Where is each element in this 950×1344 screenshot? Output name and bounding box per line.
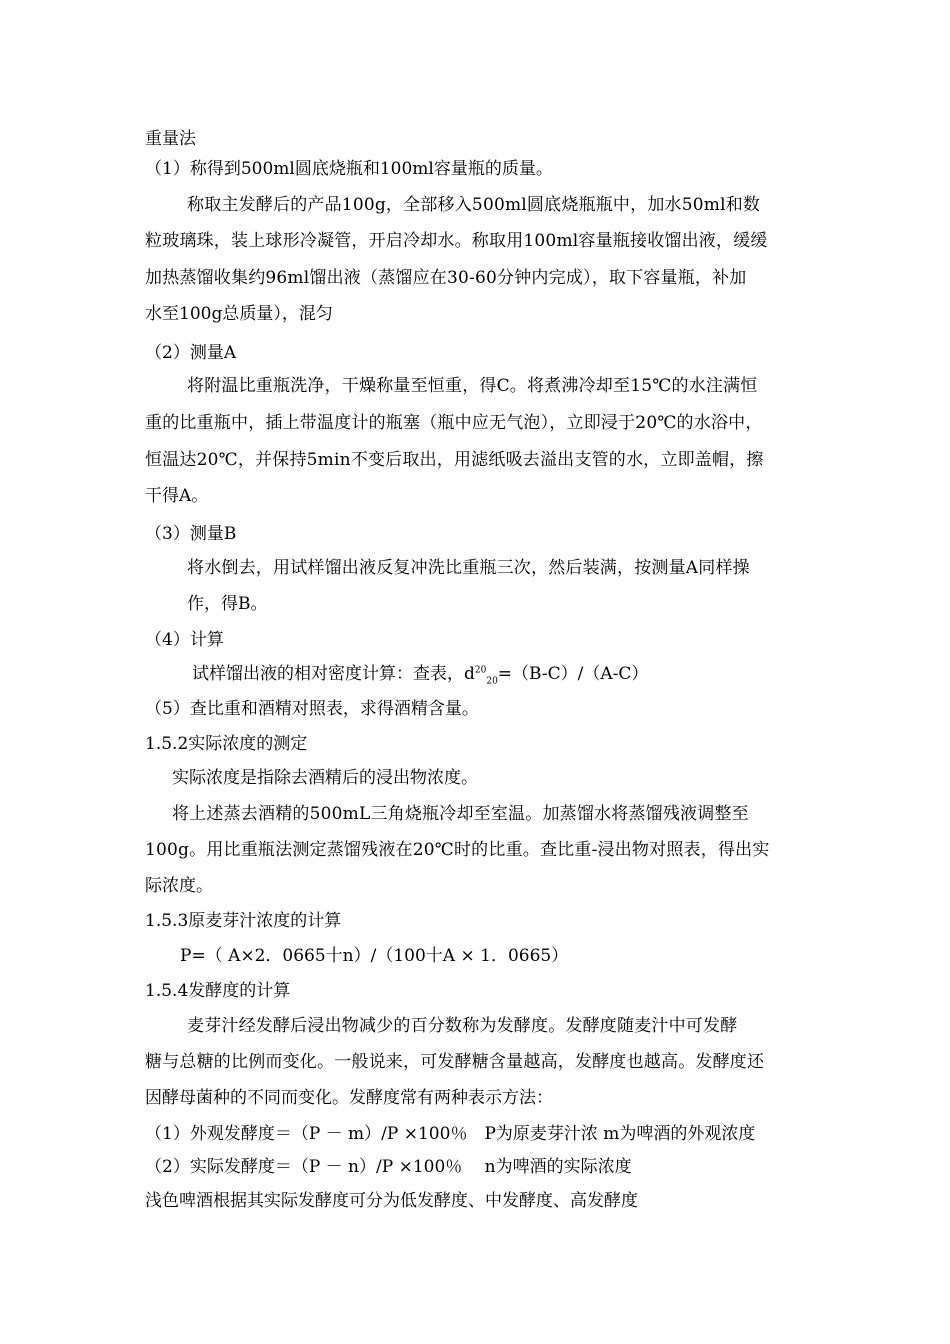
step-3-title: （3）测量B bbox=[145, 524, 237, 544]
heading-gravimetric: 重量法 bbox=[145, 129, 196, 149]
real-attenuation: （2）实际发酵度＝（P － n）/P ×100％ n为啤酒的实际浓度 bbox=[145, 1157, 632, 1177]
para-1-5-2-intro: 实际浓度是指除去酒精后的浸出物浓度。 bbox=[172, 768, 478, 788]
closing-line: 浅色啤酒根据其实际发酵度可分为低发酵度、中发酵度、高发酵度 bbox=[145, 1191, 638, 1211]
density-formula: 试样馏出液的相对密度计算：查表，$d^{20}_{20}=(B-C)/(A-C)$ bbox=[192, 664, 649, 687]
para-1-5-2-line-3: 际浓度。 bbox=[145, 876, 213, 896]
step-2-line-3: 恒温达20℃，并保持5min不变后取出，用滤纸吸去溢出支管的水，立即盖帽，擦 bbox=[145, 450, 764, 470]
step-1-title: （1）称得到500ml圆底烧瓶和100ml容量瓶的质量。 bbox=[145, 159, 553, 179]
step-2-line-4: 干得A。 bbox=[145, 486, 209, 506]
step-5: （5）查比重和酒精对照表，求得酒精含量。 bbox=[145, 699, 479, 719]
step-1-line-3: 加热蒸馏收集约96ml馏出液（蒸馏应在30-60分钟内完成），取下容量瓶，补加 bbox=[145, 268, 747, 288]
step-4-title: （4）计算 bbox=[145, 630, 224, 650]
heading-1-5-3: 1.5.3原麦芽汁浓度的计算 bbox=[145, 911, 342, 931]
heading-1-5-4: 1.5.4发酵度的计算 bbox=[145, 981, 291, 1001]
para-1-5-2-line-1: 将上述蒸去酒精的500mL三角烧瓶冷却至室温。加蒸馏水将蒸馏残液调整至 bbox=[172, 804, 749, 824]
step-1-line-4: 水至100g总质量），混匀 bbox=[145, 304, 333, 324]
step-2-line-1: 将附温比重瓶洗净，干燥称量至恒重，得C。将煮沸冷却至15℃的水注满恒 bbox=[187, 376, 758, 396]
step-1-line-1: 称取主发酵后的产品100g，全部移入500ml圆底烧瓶瓶中，加水50ml和数 bbox=[187, 195, 761, 215]
step-3-line-1: 将水倒去，用试样馏出液反复冲洗比重瓶三次，然后装满，按测量A同样操 bbox=[187, 558, 750, 578]
original-wort-formula: P=（ A×2．0665十n）/（100十A × 1．0665） bbox=[180, 946, 569, 966]
step-1-line-2: 粒玻璃珠，装上球形冷凝管，开启冷却水。称取用100ml容量瓶接收馏出液，缓缓 bbox=[145, 231, 768, 251]
apparent-attenuation: （1）外观发酵度＝（P － m）/P ×100％ P为原麦芽汁浓 m为啤酒的外观浓度 bbox=[145, 1124, 756, 1144]
para-1-5-4-line-1: 麦芽汁经发酵后浸出物减少的百分数称为发酵度。发酵度随麦汁中可发酵 bbox=[187, 1016, 738, 1036]
step-2-title: （2）测量A bbox=[145, 343, 237, 363]
step-3-line-2: 作，得B。 bbox=[187, 594, 268, 614]
para-1-5-4-line-3: 因酵母菌种的不同而变化。发酵度常有两种表示方法： bbox=[145, 1088, 553, 1108]
para-1-5-4-line-2: 糖与总糖的比例而变化。一般说来，可发酵糖含量越高，发酵度也越高。发酵度还 bbox=[145, 1052, 765, 1072]
heading-1-5-2: 1.5.2实际浓度的测定 bbox=[145, 734, 308, 754]
step-2-line-2: 重的比重瓶中，插上带温度计的瓶塞（瓶中应无气泡），立即浸于20℃的水浴中， bbox=[145, 413, 763, 433]
para-1-5-2-line-2: 100g。用比重瓶法测定蒸馏残液在20℃时的比重。查比重-浸出物对照表，得出实 bbox=[145, 840, 770, 860]
